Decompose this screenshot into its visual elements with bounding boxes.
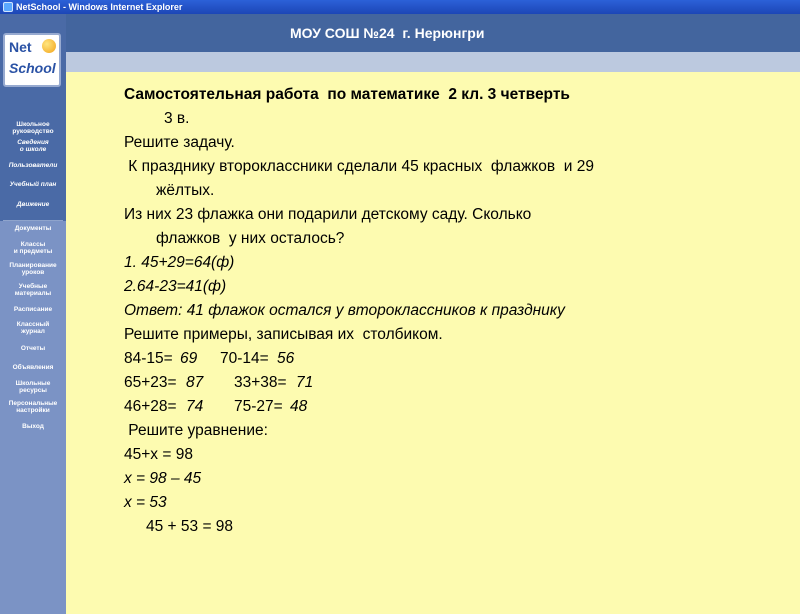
- equation-check: 45 + 53 = 98: [146, 518, 234, 535]
- example-answer: 56: [277, 350, 295, 367]
- example-expression: 84-15=: [124, 350, 178, 367]
- example-answer: 48: [290, 398, 308, 415]
- equation-line: 45+х = 98: [124, 446, 193, 463]
- sidebar-item-school-resources[interactable]: Школьные ресурсы: [15, 380, 51, 394]
- header-subbar: [66, 52, 800, 72]
- assignment-title: Самостоятельная работа по математике 2 кл. 3 четверть: [124, 86, 570, 103]
- sidebar-item-users[interactable]: Пользователи: [8, 162, 58, 169]
- example-expression: 70-14=: [220, 350, 274, 367]
- window-title-bar: [0, 0, 800, 14]
- school-name: МОУ СОШ №24 г. Нерюнгри: [290, 25, 485, 41]
- problem-question: флажков у них осталось?: [156, 230, 345, 247]
- sidebar-top-menu: [0, 119, 66, 220]
- window-title: NetSchool - Windows Internet Explorer: [16, 2, 183, 12]
- sidebar-item-reports[interactable]: Отчеты: [20, 345, 46, 352]
- sidebar-item-class-journal[interactable]: Классный журнал: [16, 321, 50, 335]
- browser-icon: [3, 2, 13, 12]
- logo-text-net: Net: [9, 39, 32, 55]
- answer-text: Ответ: 41 флажок остался у второклассников к празднику: [124, 302, 565, 319]
- sidebar-item-schedule[interactable]: Расписание: [13, 306, 53, 313]
- problem-text: жёлтых.: [156, 182, 215, 199]
- example-expression: 33+38=: [234, 374, 291, 391]
- sidebar-item-documents[interactable]: Документы: [14, 225, 52, 232]
- equation-heading: Решите уравнение:: [124, 422, 268, 439]
- sidebar-item-learning-materials[interactable]: Учебные материалы: [14, 283, 52, 297]
- sidebar-item-lesson-planning[interactable]: Планирование уроков: [9, 262, 57, 276]
- sidebar-item-curriculum[interactable]: Учебный план: [9, 181, 57, 188]
- solution-step: 1. 45+29=64(ф): [124, 254, 235, 271]
- problem-text: К празднику второклассники сделали 45 красных флажков и 29: [124, 158, 594, 175]
- problem-text: Из них 23 флажка они подарили детскому саду. Сколько: [124, 206, 532, 223]
- sidebar-item-movement[interactable]: Движение: [16, 201, 50, 208]
- globe-icon: [42, 39, 56, 53]
- examples-heading: Решите примеры, записывая их столбиком.: [124, 326, 443, 343]
- sidebar-item-classes-subjects[interactable]: Классы и предметы: [13, 241, 53, 255]
- sidebar-item-personal-settings[interactable]: Персональные настройки: [8, 400, 58, 414]
- example-answer: 69: [180, 350, 198, 367]
- example-answer: 87: [186, 374, 204, 391]
- sidebar-item-school-management[interactable]: Школьное руководство: [12, 121, 54, 135]
- sidebar-item-school-info[interactable]: Сведения о школе: [17, 139, 49, 153]
- equation-line: х = 98 – 45: [124, 470, 202, 487]
- solution-step: 2.64-23=41(ф): [124, 278, 227, 295]
- example-expression: 75-27=: [234, 398, 288, 415]
- netschool-logo[interactable]: [3, 33, 61, 87]
- example-answer: 71: [296, 374, 314, 391]
- example-answer: 74: [186, 398, 204, 415]
- equation-line: х = 53: [124, 494, 167, 511]
- sidebar-item-announcements[interactable]: Объявления: [12, 364, 54, 371]
- sidebar: [0, 14, 66, 600]
- class-label: 3 в.: [164, 110, 190, 127]
- sidebar-item-exit[interactable]: Выход: [22, 423, 44, 430]
- task-heading: Решите задачу.: [124, 134, 235, 151]
- example-expression: 46+28=: [124, 398, 181, 415]
- sidebar-main-menu: [0, 221, 66, 614]
- logo-text-school: School: [9, 60, 56, 76]
- example-expression: 65+23=: [124, 374, 181, 391]
